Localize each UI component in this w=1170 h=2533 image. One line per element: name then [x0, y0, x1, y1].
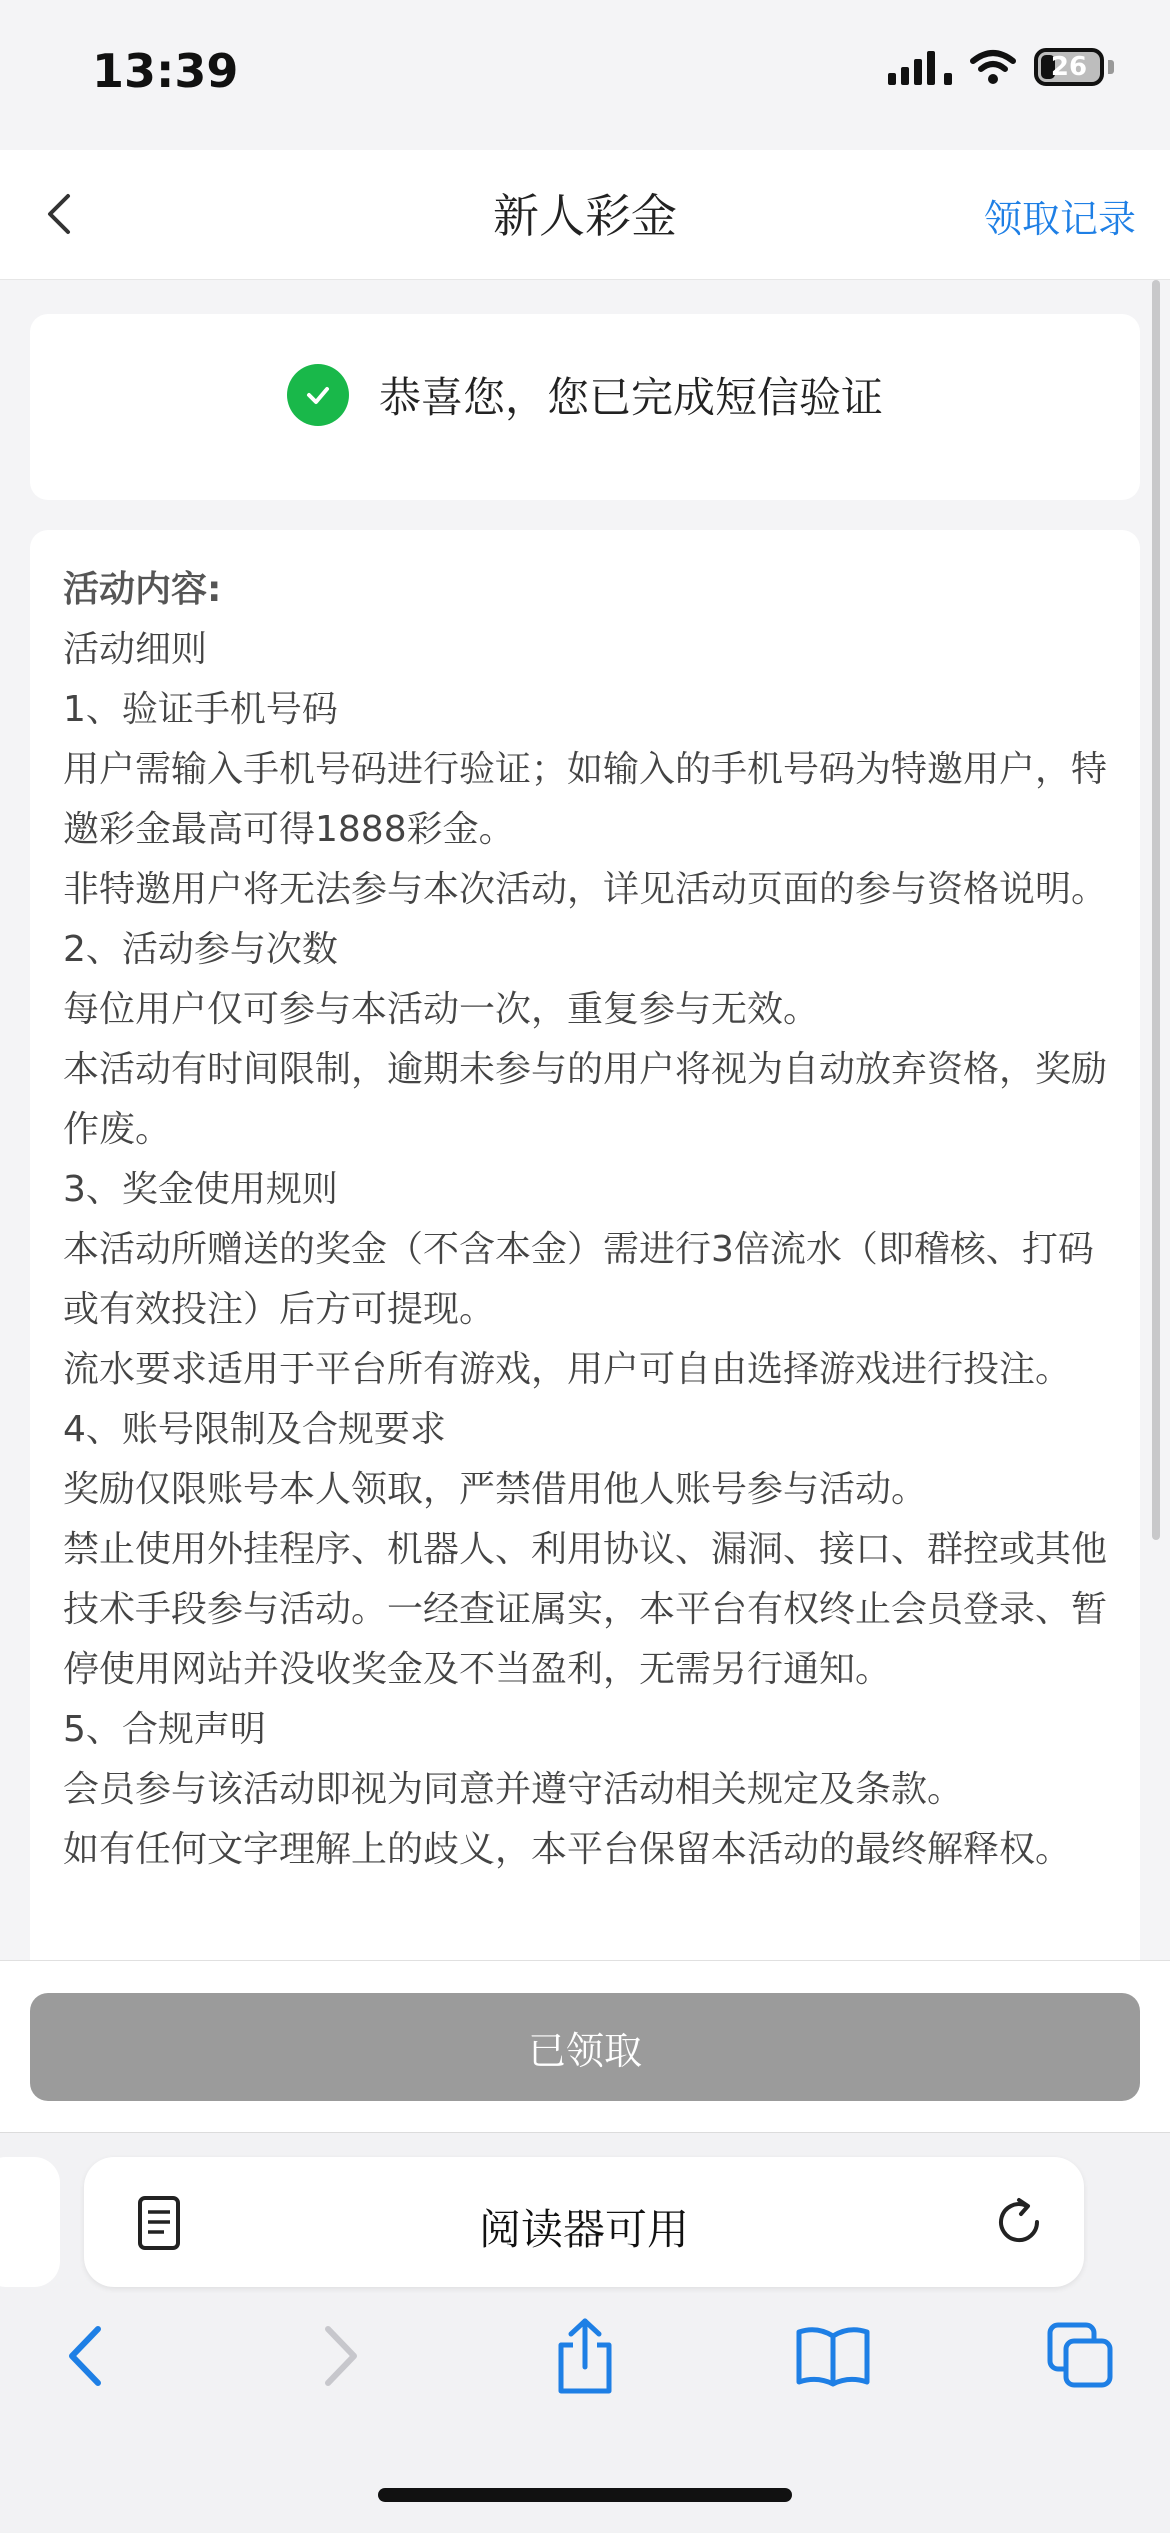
rules-line: 3、奖金使用规则 — [63, 1169, 338, 1210]
rules-line: 流水要求适用于平台所有游戏，用户可自由选择游戏进行投注。 — [63, 1349, 1072, 1390]
rules-line: 禁止使用外挂程序、机器人、利用协议、漏洞、接口、群控或其他技术手段参与活动。一经查证属实，本平台有权终止会员登录、暂停使用网站并没收奖金及不当盈利，无需另行通知。 — [63, 1529, 1108, 1690]
rules-line: 会员参与该活动即视为同意并遵守活动相关规定及条款。 — [63, 1769, 964, 1810]
rules-line: 每位用户仅可参与本活动一次，重复参与无效。 — [63, 989, 820, 1030]
browser-toolbar — [0, 2132, 1170, 2533]
rules-line: 4、账号限制及合规要求 — [63, 1409, 446, 1450]
tabs-icon[interactable] — [1036, 2311, 1126, 2401]
claimed-button[interactable]: 已领取 — [30, 1993, 1140, 2101]
rules-line: 2、活动参与次数 — [63, 929, 338, 970]
claim-history-link[interactable]: 领取记录 — [983, 197, 1136, 241]
wifi-icon — [970, 49, 1016, 85]
button-bar — [0, 1960, 1170, 2133]
battery-level: 26 — [1050, 52, 1088, 82]
rules-heading: 活动内容: — [63, 569, 222, 610]
rules-line: 活动细则 — [63, 629, 208, 670]
rules-line: 本活动有时间限制，逾期未参与的用户将视为自动放弃资格，奖励作废。 — [63, 1049, 1108, 1150]
bottom-toolbar — [0, 2311, 1170, 2421]
rules-line: 本活动所赠送的奖金（不含本金）需进行3倍流水（即稽核、打码或有效投注）后方可提现。 — [63, 1229, 1094, 1330]
forward-icon[interactable] — [294, 2311, 384, 2401]
share-icon[interactable] — [540, 2311, 630, 2401]
address-bar[interactable] — [84, 2157, 1084, 2287]
status-time: 13:39 — [92, 44, 239, 98]
address-text: 阅读器可用 — [478, 2205, 689, 2254]
battery-icon — [1034, 48, 1104, 86]
status-bar — [0, 0, 1170, 150]
rules-line: 如有任何文字理解上的歧义，本平台保留本活动的最终解释权。 — [63, 1829, 1072, 1870]
rules-line: 非特邀用户将无法参与本次活动，详见活动页面的参与资格说明。 — [63, 869, 1108, 910]
home-indicator — [378, 2488, 792, 2502]
rules-card — [30, 530, 1140, 1960]
previous-tab-pill[interactable] — [0, 2157, 60, 2287]
scrollbar[interactable] — [1152, 280, 1160, 1540]
bookmarks-icon[interactable] — [788, 2311, 878, 2401]
nav-bar — [0, 150, 1170, 280]
content-area[interactable] — [0, 280, 1170, 1960]
reload-icon[interactable] — [992, 2195, 1046, 2249]
status-icons — [888, 48, 1114, 86]
success-message: 恭喜您，您已完成短信验证 — [378, 373, 883, 422]
rules-line: 奖励仅限账号本人领取，严禁借用他人账号参与活动。 — [63, 1469, 928, 1510]
rules-line: 5、合规声明 — [63, 1709, 266, 1750]
page-title: 新人彩金 — [493, 189, 677, 243]
rules-text — [63, 560, 1123, 1880]
rules-line: 1、验证手机号码 — [63, 689, 338, 730]
check-icon — [287, 364, 349, 426]
success-card — [30, 314, 1140, 500]
cellular-signal-icon — [888, 49, 952, 85]
rules-line: 用户需输入手机号码进行验证；如输入的手机号码为特邀用户，特邀彩金最高可得1888彩金。 — [63, 749, 1108, 850]
back-icon[interactable] — [42, 2311, 132, 2401]
